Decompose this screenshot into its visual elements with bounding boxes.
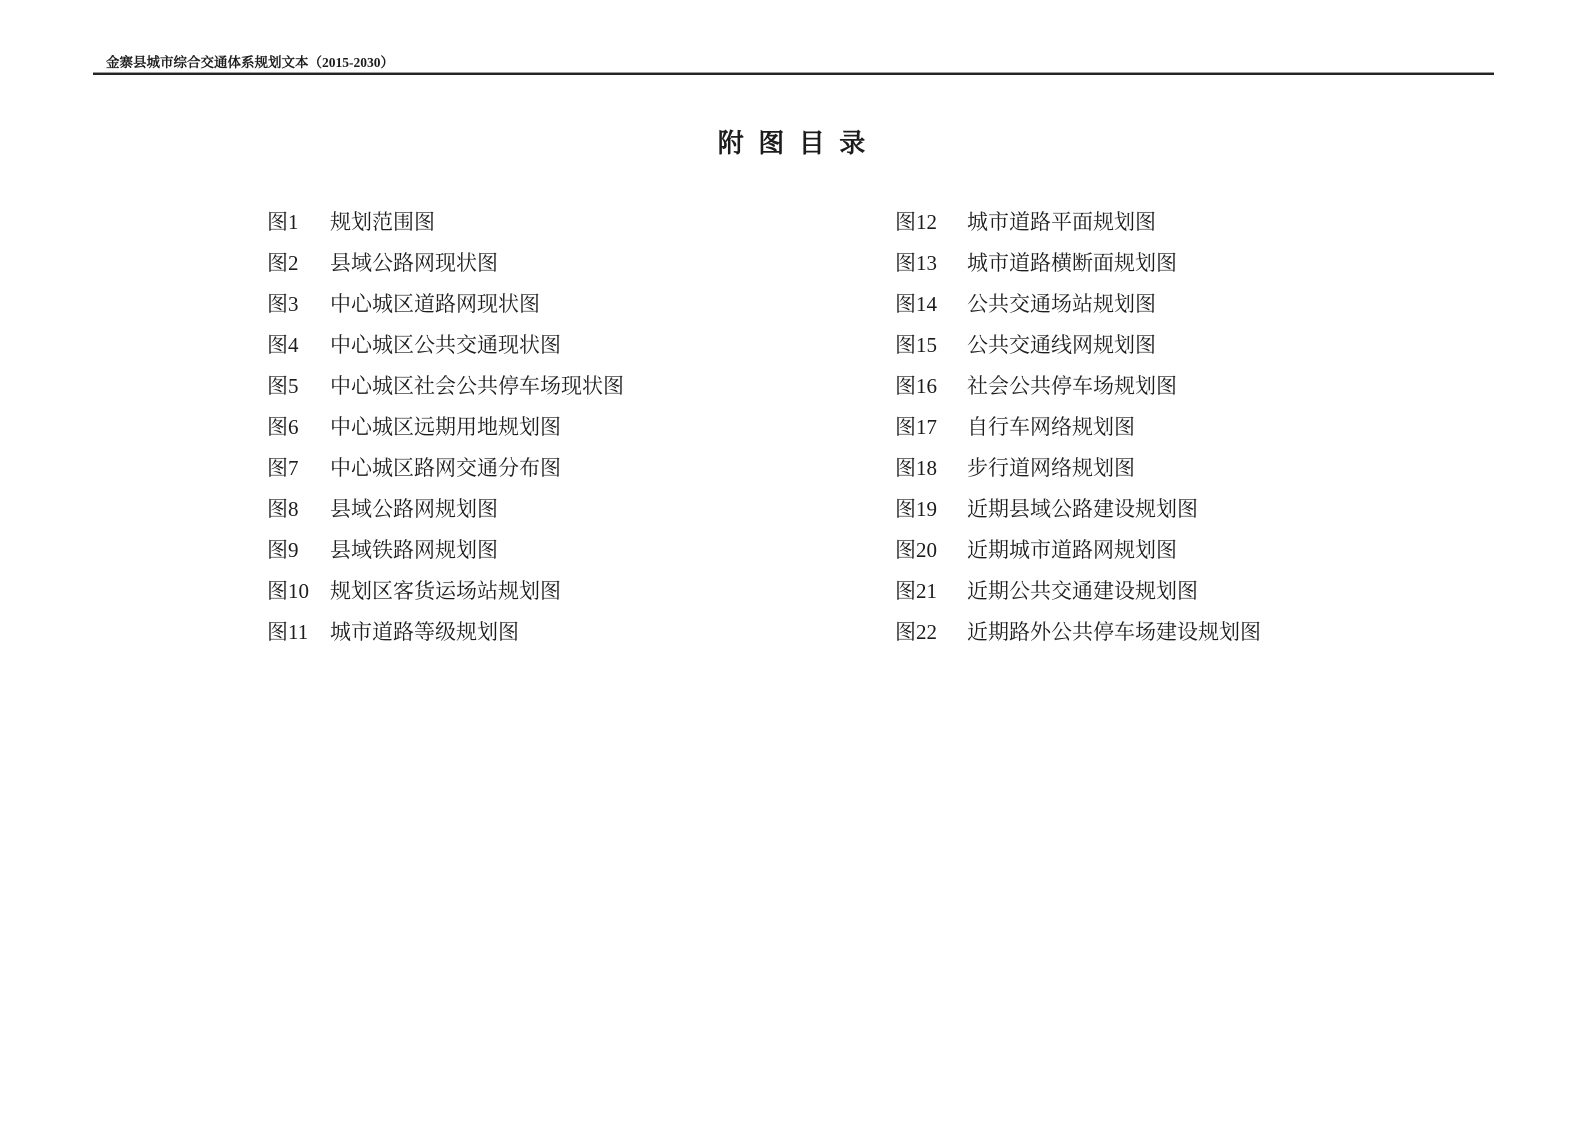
figure-entry [895, 612, 1261, 653]
figure-entry [895, 284, 1261, 325]
figure-entry [895, 530, 1261, 571]
figure-number: 图3 [267, 292, 299, 316]
figure-number: 图8 [267, 497, 299, 521]
figure-title: 县域公路网规划图 [330, 497, 498, 521]
figure-number: 图9 [267, 538, 299, 562]
figure-entry [895, 366, 1261, 407]
figure-number: 图7 [267, 456, 299, 480]
figure-number: 图18 [895, 456, 937, 480]
figure-number: 图10 [267, 579, 309, 603]
figure-number: 图2 [267, 251, 299, 275]
figure-entry [895, 571, 1261, 612]
figure-number: 图20 [895, 538, 937, 562]
figure-entry [895, 243, 1261, 284]
figure-title: 城市道路横断面规划图 [967, 251, 1177, 275]
figure-title: 中心城区公共交通现状图 [330, 333, 561, 357]
figure-title: 县域铁路网规划图 [330, 538, 498, 562]
figure-title: 城市道路平面规划图 [967, 210, 1156, 234]
figure-number: 图4 [267, 333, 299, 357]
figure-title: 中心城区道路网现状图 [330, 292, 540, 316]
running-header-text: 金寨县城市综合交通体系规划文本（2015-2030） [106, 55, 394, 70]
figure-title: 近期县域公路建设规划图 [967, 497, 1198, 521]
figure-title: 近期城市道路网规划图 [967, 538, 1177, 562]
figure-number: 图14 [895, 292, 937, 316]
figure-title: 城市道路等级规划图 [330, 620, 519, 644]
figure-entry [267, 325, 624, 366]
page-title: 附 图 目 录 [717, 129, 870, 158]
figure-entry [267, 366, 624, 407]
figure-entry [267, 202, 624, 243]
figure-number: 图15 [895, 333, 937, 357]
figure-title: 县域公路网现状图 [330, 251, 498, 275]
figure-number: 图16 [895, 374, 937, 398]
figure-number: 图5 [267, 374, 299, 398]
figure-entry [895, 325, 1261, 366]
figure-number: 图13 [895, 251, 937, 275]
figure-number: 图22 [895, 620, 937, 644]
figure-number: 图11 [267, 620, 309, 644]
figure-entry [895, 407, 1261, 448]
figure-title: 公共交通场站规划图 [967, 292, 1156, 316]
figure-number: 图17 [895, 415, 937, 439]
figure-entry [895, 489, 1261, 530]
figure-entry [267, 284, 624, 325]
figure-title: 规划范围图 [330, 210, 435, 234]
figure-title: 近期路外公共停车场建设规划图 [967, 620, 1261, 644]
figure-entry [267, 243, 624, 284]
figure-number: 图19 [895, 497, 937, 521]
figure-entry [267, 489, 624, 530]
figure-number: 图21 [895, 579, 937, 603]
figure-title: 自行车网络规划图 [967, 415, 1135, 439]
figure-entry [267, 612, 624, 653]
figure-entry [267, 448, 624, 489]
figure-title: 规划区客货运场站规划图 [330, 579, 561, 603]
header-rule [93, 72, 1494, 75]
figure-list-left-column [267, 202, 624, 653]
figure-title: 近期公共交通建设规划图 [967, 579, 1198, 603]
figure-number: 图1 [267, 210, 299, 234]
figure-title: 中心城区路网交通分布图 [330, 456, 561, 480]
figure-title: 中心城区社会公共停车场现状图 [330, 374, 624, 398]
figure-title: 中心城区远期用地规划图 [330, 415, 561, 439]
figure-entry [267, 571, 624, 612]
figure-title: 社会公共停车场规划图 [967, 374, 1177, 398]
figure-entry [895, 448, 1261, 489]
figure-entry [267, 407, 624, 448]
figure-entry [267, 530, 624, 571]
figure-number: 图12 [895, 210, 937, 234]
figure-title: 步行道网络规划图 [967, 456, 1135, 480]
figure-list-right-column [895, 202, 1261, 653]
figure-entry [895, 202, 1261, 243]
figure-title: 公共交通线网规划图 [967, 333, 1156, 357]
figure-number: 图6 [267, 415, 299, 439]
